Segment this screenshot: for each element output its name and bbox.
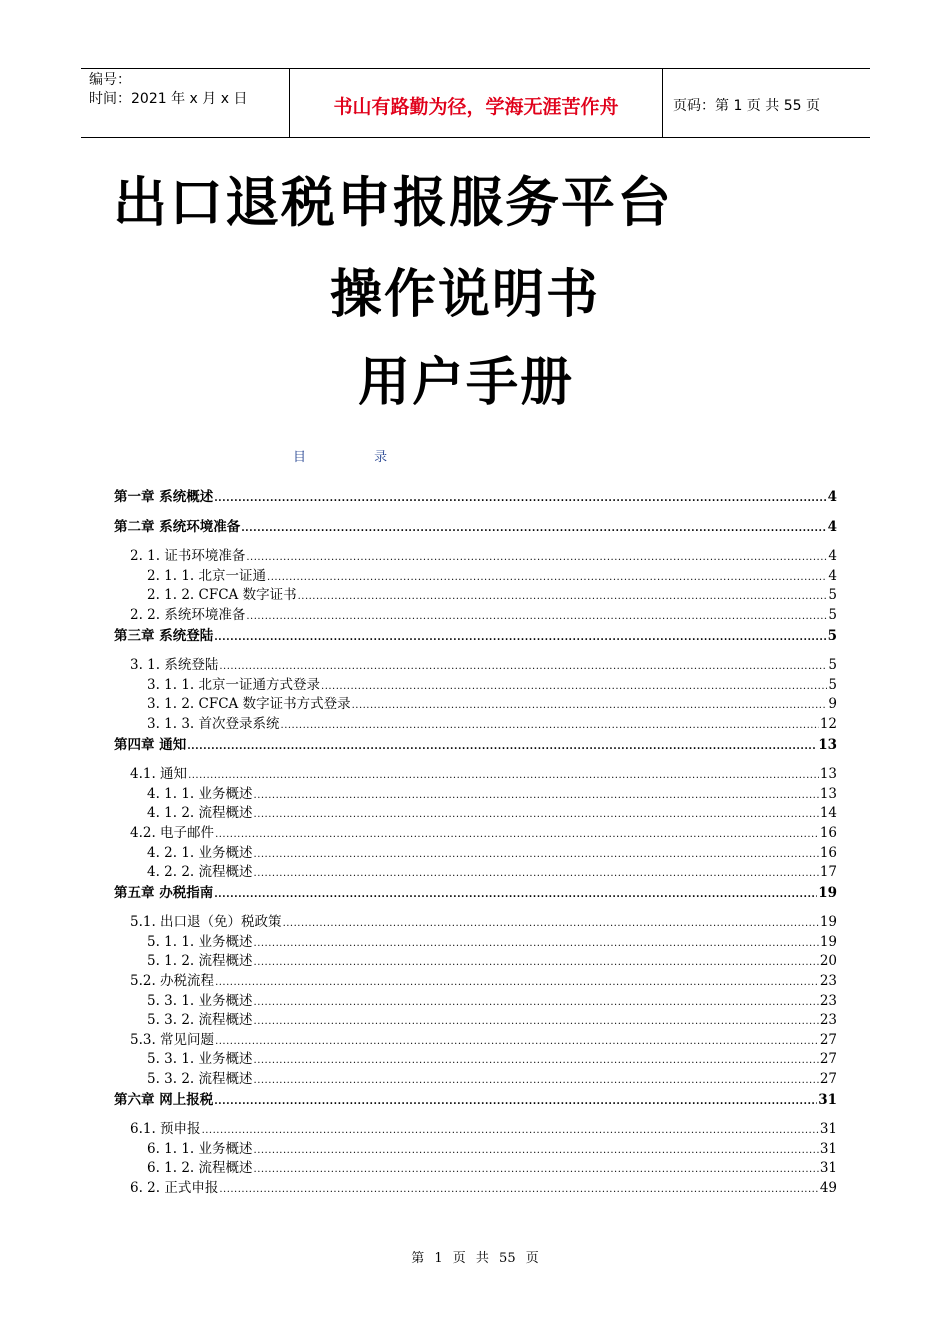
toc-leader-dots [254,790,819,801]
toc-entry[interactable] [114,1047,837,1067]
toc-entry-page: 23 [819,973,837,990]
toc-leader-dots [219,661,827,672]
toc-entry-title: 第三章 系统登陆 [114,627,214,644]
toc-entry[interactable] [114,515,837,535]
document-time-label: 时间：2021 年 x 月 x 日 [89,91,248,107]
toc-leader-dots [246,552,827,563]
toc-entry-title: 2. 1. 2. CFCA 数字证书 [147,587,297,604]
toc-leader-dots [281,720,819,731]
toc-entry[interactable] [114,692,837,712]
toc-entry[interactable] [114,1067,837,1087]
toc-entry[interactable] [114,860,837,880]
toc-entry-page: 5 [827,627,837,644]
toc-leader-dots [188,770,819,781]
toc-entry-page: 19 [819,933,837,950]
toc-leader-dots [214,632,826,643]
toc-entry-title: 5. 1. 1. 业务概述 [147,933,253,950]
toc-leader-dots [214,1096,817,1107]
header-table [81,68,870,138]
toc-entry[interactable] [114,673,837,693]
toc-leader-dots [241,523,826,534]
toc-entry[interactable] [114,910,837,930]
toc-entry-title: 6. 1. 1. 业务概述 [147,1140,253,1157]
toc-entry-title: 5.2. 办税流程 [130,973,215,990]
toc-entry-page: 13 [819,766,837,783]
toc-entry-page: 31 [818,1091,837,1108]
toc-entry-page: 4 [827,489,837,505]
toc-entry[interactable] [114,762,837,782]
toc-leader-dots [246,611,827,622]
toc-entry-title: 5. 1. 2. 流程概述 [147,953,253,970]
toc-entry[interactable] [114,1176,837,1196]
toc-entry-title: 4.2. 电子邮件 [130,824,215,841]
toc-entry-title: 6. 1. 2. 流程概述 [147,1160,253,1177]
toc-entry-title: 第六章 网上报税 [114,1091,214,1108]
toc-leader-dots [219,1184,818,1195]
toc-entry-page: 23 [819,1012,837,1029]
toc-entry-title: 第五章 办税指南 [114,884,214,901]
toc-entry-page: 4 [827,518,837,535]
toc-entry-title: 3. 1. 1. 北京一证通方式登录 [147,676,321,693]
toc-entry-page: 27 [819,1071,837,1088]
toc-leader-dots [283,918,819,929]
toc-leader-dots [254,1055,819,1066]
toc-entry[interactable] [114,733,837,753]
table-of-contents [114,484,837,1196]
toc-entry-title: 4. 1. 2. 流程概述 [147,805,253,822]
toc-entry[interactable] [114,544,837,564]
toc-entry[interactable] [114,801,837,821]
toc-entry[interactable] [114,1028,837,1048]
toc-entry-title: 2. 1. 1. 北京一证通 [147,567,267,584]
toc-entry-title: 4. 2. 1. 业务概述 [147,844,253,861]
toc-entry-page: 19 [819,914,837,931]
subtitle-user-guide: 用户手册 [358,352,575,413]
toc-entry-page: 5 [828,676,837,693]
toc-entry-title: 5.1. 出口退（免）税政策 [130,914,282,931]
toc-leader-dots [254,1016,819,1027]
toc-entry-page: 16 [819,844,837,861]
toc-entry-page: 17 [819,864,837,881]
toc-entry-title: 2. 1. 证书环境准备 [130,548,246,565]
toc-entry-title: 3. 1. 系统登陆 [130,657,219,674]
toc-heading: 目 录 [293,450,420,465]
toc-entry[interactable] [114,1088,837,1108]
toc-leader-dots [352,700,828,711]
toc-leader-dots [214,493,826,504]
toc-entry[interactable] [114,485,837,505]
toc-leader-dots [254,1145,819,1156]
toc-entry-page: 27 [819,1031,837,1048]
toc-entry-page: 14 [819,805,837,822]
toc-leader-dots [254,957,819,968]
toc-leader-dots [215,1036,819,1047]
toc-entry[interactable] [114,949,837,969]
toc-leader-dots [202,1125,819,1136]
toc-entry-page: 20 [819,953,837,970]
toc-entry[interactable] [114,1156,837,1176]
toc-entry-page: 4 [828,548,837,565]
toc-entry[interactable] [114,841,837,861]
toc-entry[interactable] [114,583,837,603]
toc-entry-title: 5. 3. 2. 流程概述 [147,1071,253,1088]
toc-entry-title: 3. 1. 3. 首次登录系统 [147,715,280,732]
toc-entry[interactable] [114,1137,837,1157]
toc-entry-title: 2. 2. 系统环境准备 [130,606,246,623]
toc-leader-dots [215,977,819,988]
toc-entry[interactable] [114,969,837,989]
toc-entry[interactable] [114,653,837,673]
toc-entry-page: 31 [819,1140,837,1157]
toc-entry[interactable] [114,564,837,584]
toc-entry-title: 4. 2. 2. 流程概述 [147,864,253,881]
toc-leader-dots [254,938,819,949]
toc-leader-dots [321,681,827,692]
toc-entry-page: 49 [819,1180,837,1196]
toc-entry-page: 13 [818,736,837,753]
header-left-cell [81,69,290,137]
toc-entry[interactable] [114,603,837,623]
toc-leader-dots [254,849,819,860]
toc-entry-title: 5. 3. 1. 业务概述 [147,1051,253,1068]
toc-leader-dots [298,591,828,602]
toc-entry-page: 5 [828,657,837,674]
toc-entry-page: 5 [828,606,837,623]
toc-entry[interactable] [114,624,837,644]
toc-entry[interactable] [114,782,837,802]
toc-entry-page: 5 [828,587,837,604]
header-page-info: 页码：第 1 页 共 55 页 [673,98,820,114]
toc-entry-title: 第一章 系统概述 [114,489,214,505]
toc-entry-title: 3. 1. 2. CFCA 数字证书方式登录 [147,696,351,713]
toc-entry-title: 5. 3. 2. 流程概述 [147,1012,253,1029]
header-motto: 书山有路勤为径，学海无涯苦作舟 [290,69,663,137]
toc-entry[interactable] [114,1008,837,1028]
toc-leader-dots [187,741,817,752]
toc-entry-page: 16 [819,824,837,841]
toc-entry-page: 13 [819,785,837,802]
subtitle-manual: 操作说明书 [330,264,601,325]
toc-entry-page: 4 [828,567,837,584]
toc-entry-title: 6. 2. 正式申报 [130,1180,219,1196]
toc-entry[interactable] [114,930,837,950]
toc-leader-dots [254,809,819,820]
toc-entry-page: 9 [828,696,837,713]
toc-entry-title: 第二章 系统环境准备 [114,518,241,535]
main-title: 出口退税申报服务平台 [113,170,673,234]
toc-entry-title: 5.3. 常见问题 [130,1031,215,1048]
toc-entry-title: 第四章 通知 [114,736,187,753]
document-number-label: 编号： [89,72,131,88]
page-footer: 第 1 页 共 55 页 [411,1251,539,1266]
toc-entry[interactable] [114,712,837,732]
toc-entry-title: 4. 1. 1. 业务概述 [147,785,253,802]
toc-leader-dots [214,889,817,900]
toc-leader-dots [254,868,819,879]
toc-leader-dots [254,997,819,1008]
toc-entry[interactable] [114,821,837,841]
toc-leader-dots [254,1164,819,1175]
toc-entry[interactable] [114,989,837,1009]
toc-entry-title: 6.1. 预申报 [130,1121,201,1138]
toc-entry-title: 5. 3. 1. 业务概述 [147,992,253,1009]
toc-entry-page: 31 [819,1160,837,1177]
toc-entry-page: 27 [819,1051,837,1068]
toc-entry-page: 23 [819,992,837,1009]
toc-entry-page: 12 [819,715,837,732]
toc-leader-dots [215,829,819,840]
toc-entry-page: 31 [819,1121,837,1138]
toc-leader-dots [254,1075,819,1086]
toc-entry[interactable] [114,881,837,901]
toc-entry[interactable] [114,1117,837,1137]
toc-leader-dots [267,572,827,583]
toc-entry-title: 4.1. 通知 [130,766,188,783]
toc-entry-page: 19 [818,884,837,901]
